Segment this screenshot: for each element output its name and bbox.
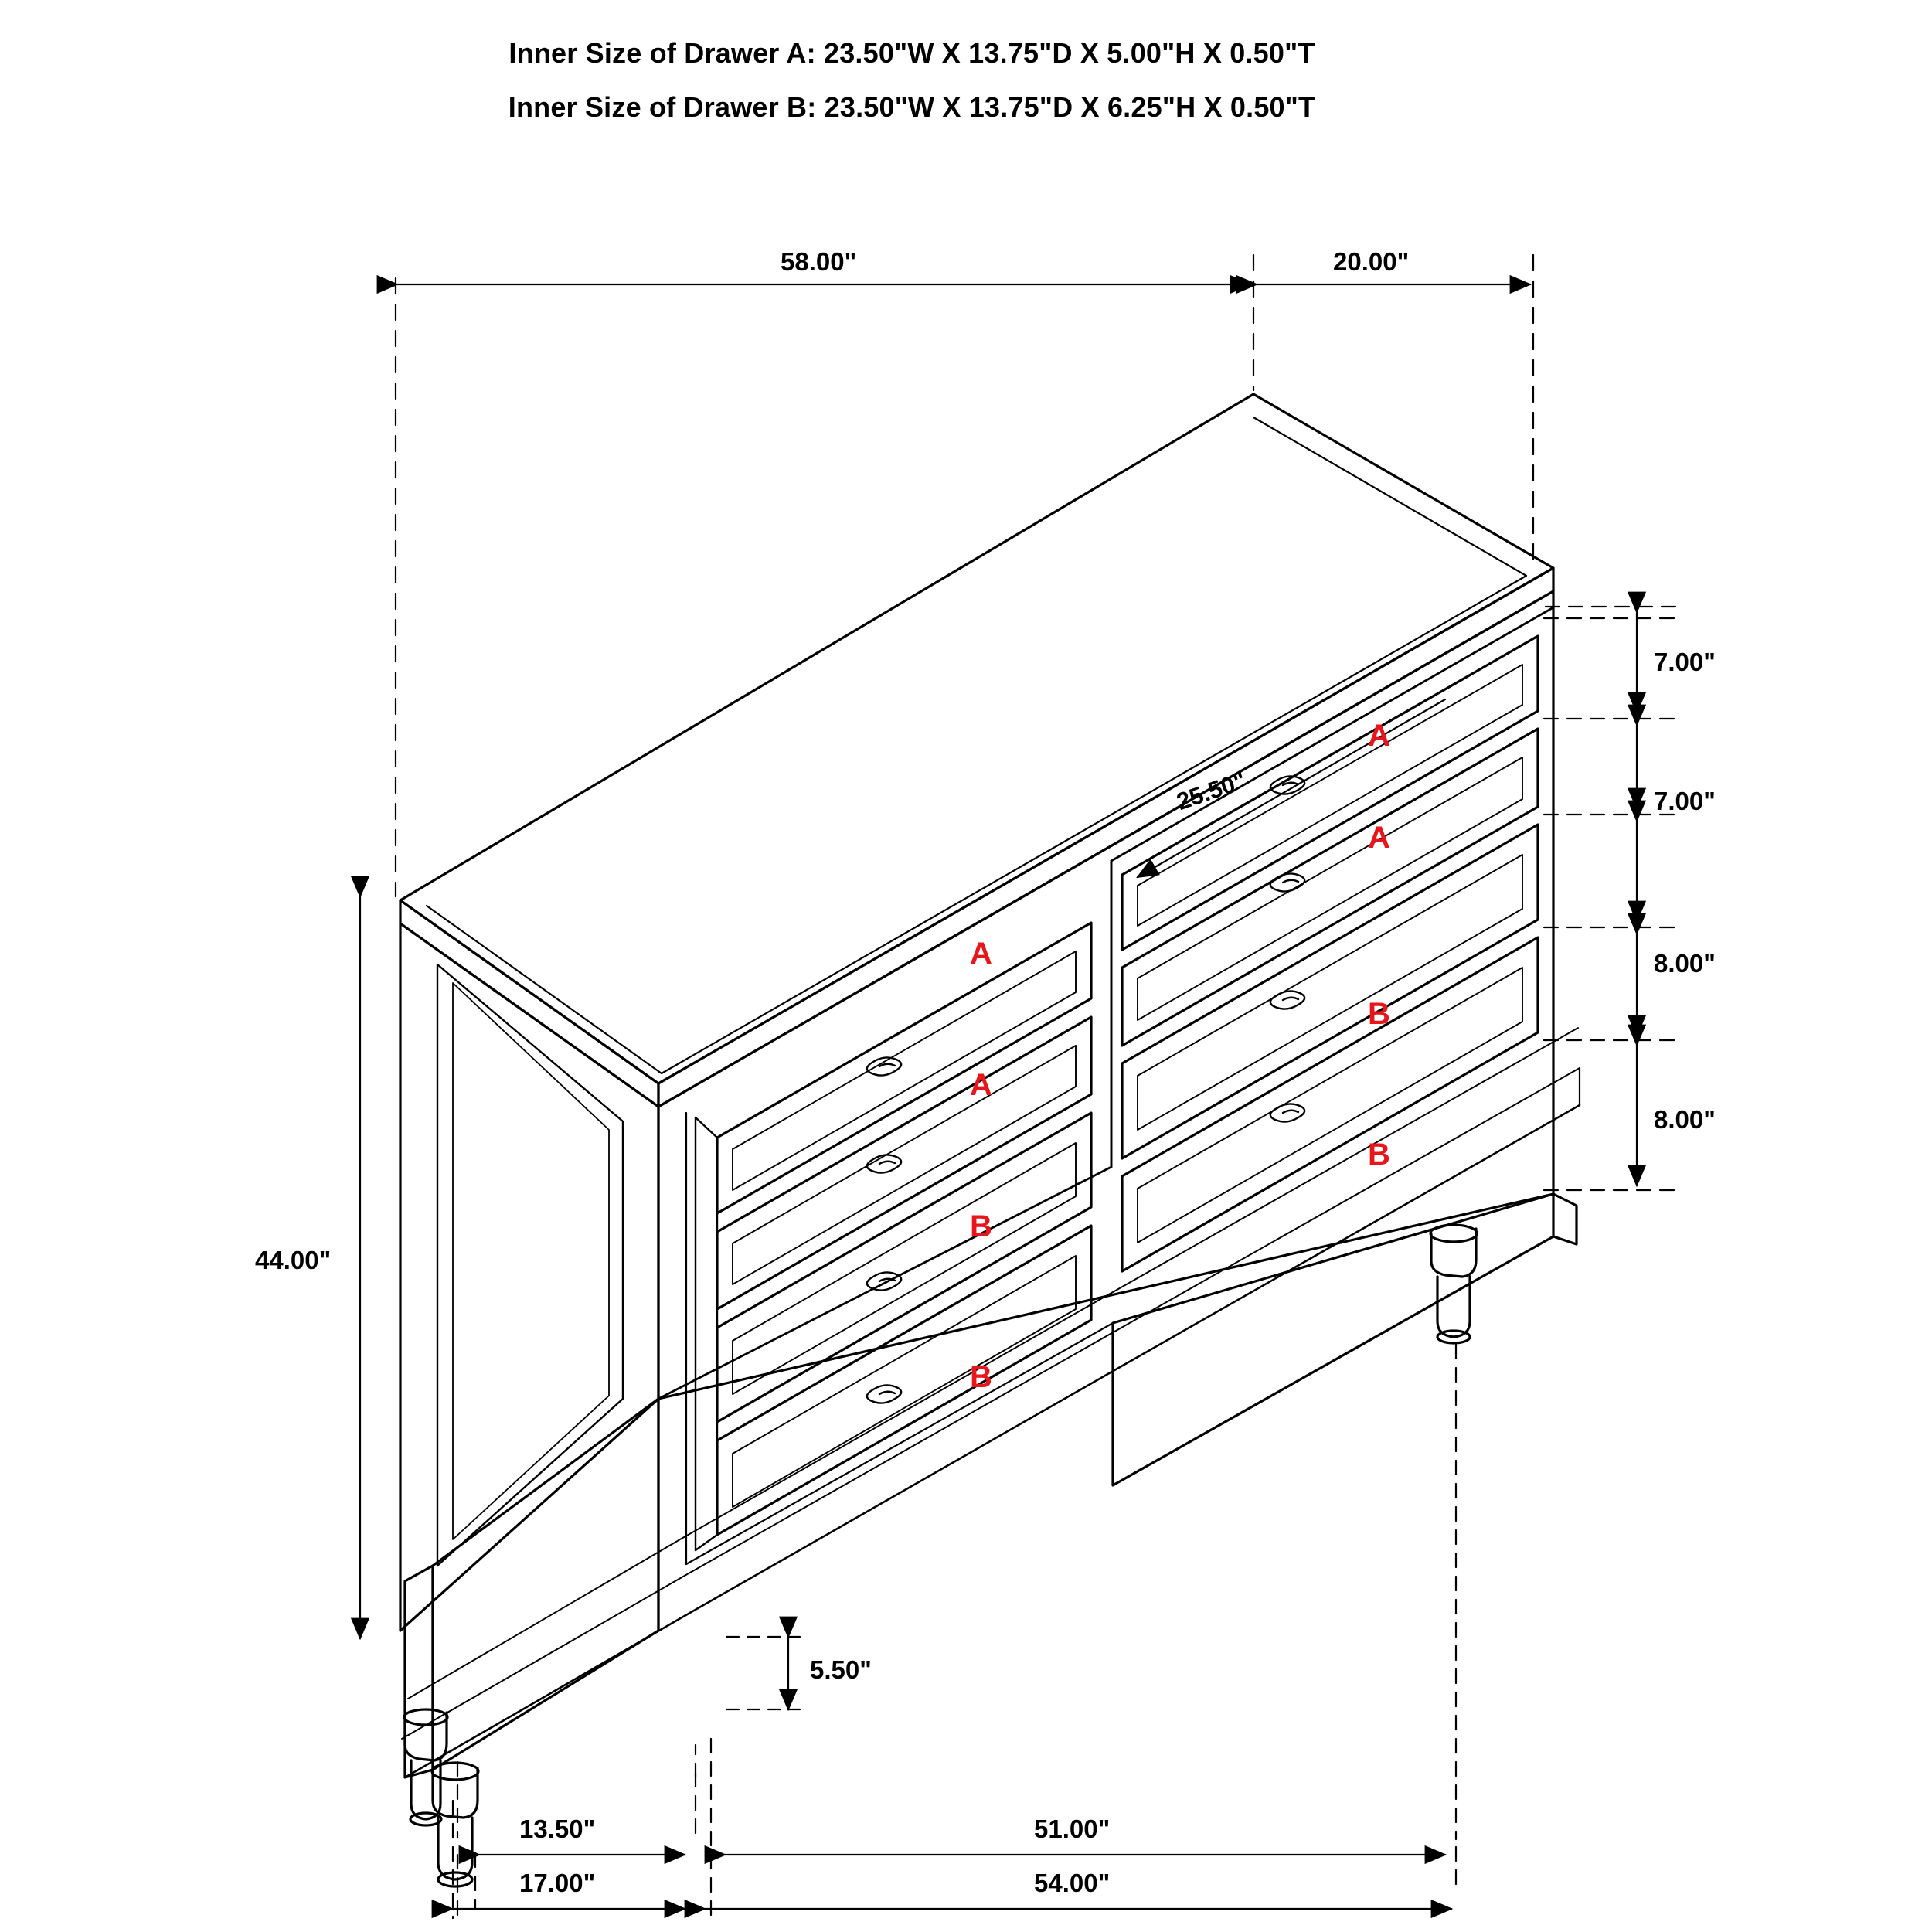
skirt-lower-line — [402, 1068, 1580, 1739]
drawer-label-right-2: A — [1368, 821, 1390, 855]
base-moulding-right-edge — [1553, 1194, 1577, 1244]
drawer-right-4-inner — [1138, 968, 1522, 1243]
dim-foot-front-label: 54.00" — [1034, 1869, 1111, 1897]
pull-right-3 — [1270, 991, 1304, 1009]
drawer-label-left-3: B — [970, 1209, 992, 1243]
side-panel-frame — [437, 964, 623, 1566]
leg-front-left — [432, 1763, 478, 1886]
drawer-left-2-inner — [733, 1046, 1076, 1284]
drawer-left-3 — [717, 1113, 1091, 1422]
dim-top-width-label: 58.00" — [781, 247, 857, 276]
drawer-b-inner-size-text: Inner Size of Drawer B: 23.50"W X 13.75"D X 6.25"H X 0.50"T — [508, 91, 1316, 123]
drawer-label-right-4: B — [1368, 1138, 1390, 1172]
pull-left-4 — [867, 1385, 901, 1403]
drawer-right-3 — [1122, 825, 1538, 1158]
drawer-label-left-2: A — [970, 1068, 992, 1102]
drawer-left-4-inner — [733, 1256, 1076, 1507]
pull-left-1 — [867, 1057, 901, 1075]
drawer-a-inner-size-text: Inner Size of Drawer A: 23.50"W X 13.75"D X 5.00"H X 0.50"T — [509, 37, 1315, 69]
top-bevel — [427, 417, 1526, 1073]
top-front-edge — [658, 568, 1553, 1107]
front-face-split — [658, 861, 1111, 1399]
drawer-label-right-3: B — [1368, 997, 1390, 1031]
drawer-left-2 — [717, 1017, 1091, 1309]
front-left-stile — [696, 1117, 717, 1550]
leg-back-left — [404, 1709, 447, 1825]
dim-top-depth-label: 20.00" — [1333, 247, 1410, 276]
drawer-label-right-1: A — [1368, 719, 1390, 753]
drawer-right-3-inner — [1138, 855, 1522, 1130]
drawer-left-1-inner — [733, 951, 1076, 1190]
dim-leg-clearance-label: 5.50" — [810, 1655, 872, 1684]
drawer-label-left-4: B — [970, 1360, 992, 1394]
leg-right — [1430, 1225, 1477, 1343]
right-column-drawer-rows — [1111, 607, 1553, 1167]
dim-base-left-label: 13.50" — [519, 1815, 596, 1843]
dim-inner-depth-label: 25.50" — [1173, 766, 1250, 816]
dim-drawer-h4-label: 8.00" — [1654, 1105, 1716, 1134]
base-moulding-left-edge — [405, 1566, 433, 1777]
drawer-right-2 — [1122, 729, 1538, 1046]
base-bottom-edge — [405, 1105, 1580, 1777]
side-panel-inner — [453, 983, 609, 1539]
dim-total-height-label: 44.00" — [255, 1246, 332, 1274]
drawer-right-4 — [1122, 937, 1538, 1271]
front-face-right — [658, 591, 1553, 1399]
dim-base-front-label: 51.00" — [1034, 1815, 1111, 1843]
dim-foot-left-label: 17.00" — [519, 1869, 596, 1897]
pull-right-4 — [1270, 1104, 1304, 1121]
skirt-upper-line — [408, 1028, 1578, 1699]
drawer-left-3-inner — [733, 1143, 1076, 1394]
drawer-label-left-1: A — [970, 937, 992, 971]
pull-left-3 — [867, 1272, 901, 1290]
dim-drawer-h3-label: 8.00" — [1654, 949, 1716, 978]
dimension-lines — [360, 255, 1685, 1918]
dim-drawer-h1-label: 7.00" — [1654, 648, 1716, 676]
side-face-left — [400, 923, 658, 1631]
dim-drawer-h2-label: 7.00" — [1654, 787, 1716, 815]
top-left-edge — [400, 900, 658, 1107]
pull-right-2 — [1270, 873, 1304, 891]
